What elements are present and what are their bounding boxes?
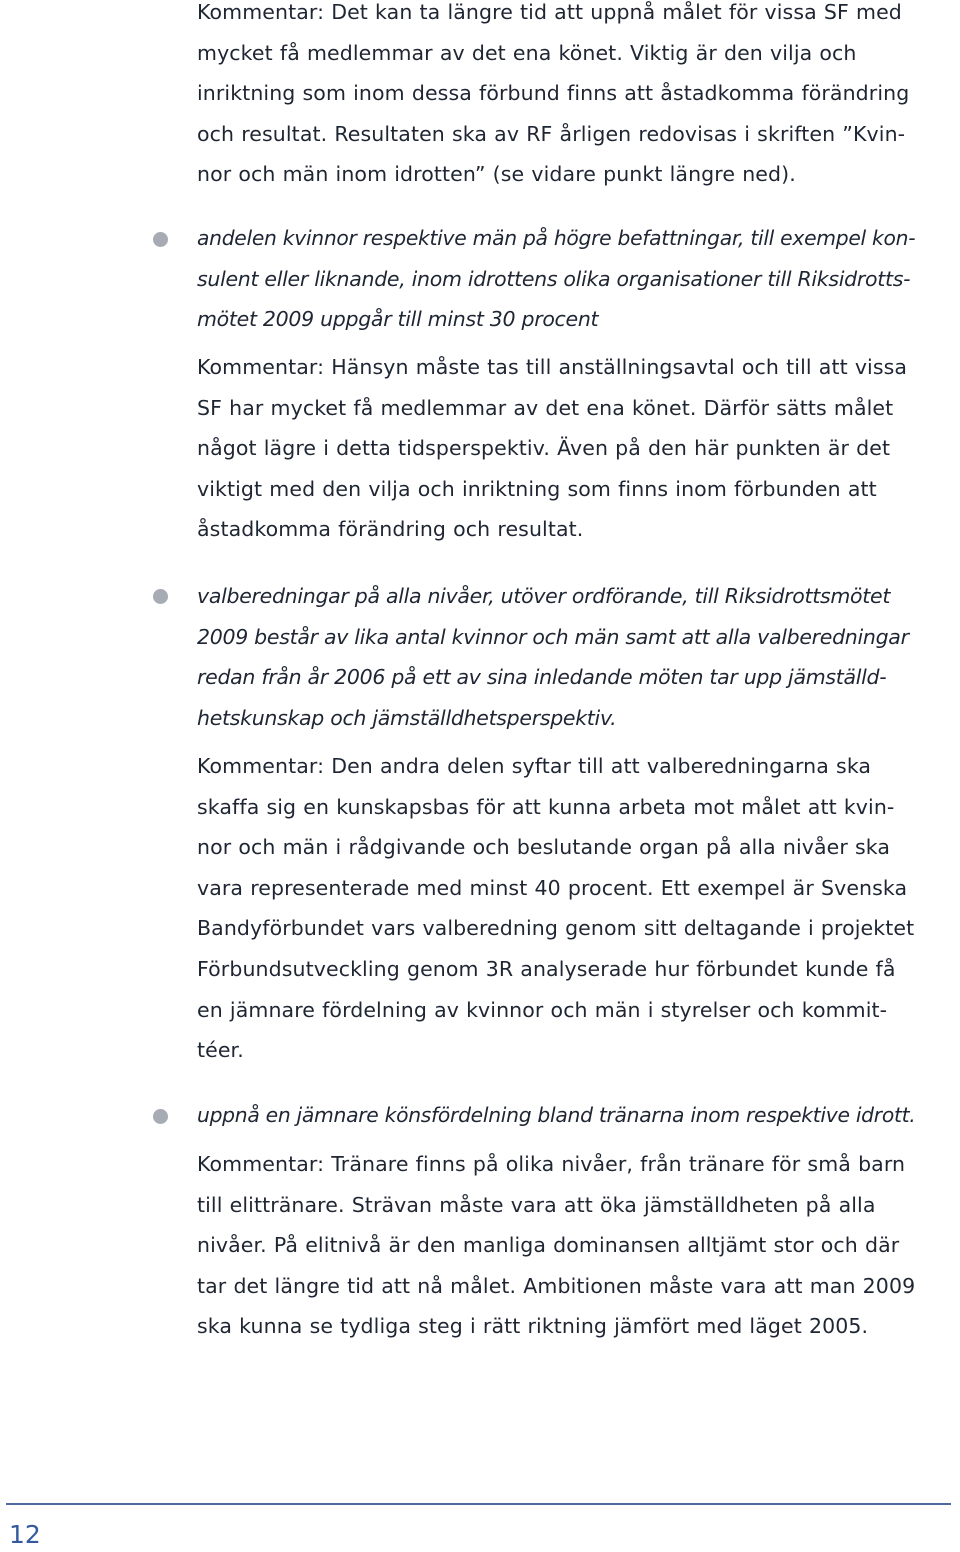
text-line: Kommentar: Hänsyn måste tas till anställningsavtal och till att vissa bbox=[197, 355, 908, 379]
footer-rule bbox=[6, 1503, 951, 1505]
text-line: Kommentar: Den andra delen syftar till att valberedningarna ska bbox=[197, 754, 872, 778]
text-line: en jämnare fördelning av kvinnor och män i styrelser och kommit- bbox=[197, 997, 888, 1022]
text-line: nor och män i rådgivande och beslutande organ på alla nivåer ska bbox=[197, 835, 891, 860]
text-line: uppnå en jämnare könsfördelning bland tränarna inom respektive idrott. bbox=[197, 1103, 916, 1127]
text-line: vara representerade med minst 40 procent. Ett exempel är Svenska bbox=[197, 875, 908, 900]
comment-paragraph-2 bbox=[197, 746, 915, 1071]
goal-paragraph-2 bbox=[197, 576, 915, 738]
text-line: Förbundsutveckling genom 3R analyserade hur förbundet kunde få bbox=[197, 956, 896, 981]
text-line: andelen kvinnor respektive män på högre befattningar, till exempel kon- bbox=[197, 226, 916, 250]
text-line: och resultat. Resultaten ska av RF årligen redovisas i skriften ”Kvin- bbox=[197, 121, 906, 146]
text-line: skaffa sig en kunskapsbas för att kunna arbeta mot målet att kvin- bbox=[197, 794, 895, 819]
text-line: sulent eller liknande, inom idrottens olika organisationer till Riksidrotts- bbox=[197, 266, 911, 291]
text-line: tar det längre tid att nå målet. Ambitionen måste vara att man 2009 bbox=[197, 1273, 916, 1298]
text-line: téer. bbox=[197, 1038, 244, 1063]
goal-paragraph-3 bbox=[197, 1095, 915, 1136]
text-line: nor och män inom idrotten” (se vidare punkt längre ned). bbox=[197, 162, 796, 187]
text-line: ska kunna se tydliga steg i rätt riktning jämfört med läget 2005. bbox=[197, 1314, 869, 1339]
text-line: till elittränare. Strävan måste vara att öka jämställdheten på alla bbox=[197, 1192, 876, 1217]
bullet-icon bbox=[153, 232, 168, 247]
text-line: åstadkomma förändring och resultat. bbox=[197, 517, 584, 542]
text-line: Bandyförbundet vars valberedning genom sitt deltagande i projektet bbox=[197, 916, 915, 941]
text-line: hetskunskap och jämställdhetsperspektiv. bbox=[197, 705, 617, 730]
text-line: valberedningar på alla nivåer, utöver ordförande, till Riksidrottsmötet bbox=[197, 584, 891, 608]
text-line: viktigt med den vilja och inriktning som finns inom förbunden att bbox=[197, 476, 877, 501]
text-line: mötet 2009 uppgår till minst 30 procent bbox=[197, 307, 599, 332]
text-line: SF har mycket få medlemmar av det ena könet. Därför sätts målet bbox=[197, 395, 894, 420]
intro-comment-paragraph bbox=[197, 0, 915, 195]
comment-paragraph-1 bbox=[197, 347, 915, 550]
text-line: mycket få medlemmar av det ena könet. Viktig är den vilja och bbox=[197, 40, 857, 65]
bullet-icon bbox=[153, 589, 168, 604]
text-line: inriktning som inom dessa förbund finns att åstadkomma förändring bbox=[197, 81, 910, 106]
text-line: redan från år 2006 på ett av sina inledande möten tar upp jämställd- bbox=[197, 665, 887, 690]
text-line: 2009 består av lika antal kvinnor och män samt att alla valberedningar bbox=[197, 624, 909, 649]
text-line: Kommentar: Tränare finns på olika nivåer, från tränare för små barn bbox=[197, 1152, 906, 1176]
comment-paragraph-3 bbox=[197, 1144, 915, 1347]
text-line: nivåer. På elitnivå är den manliga dominansen alltjämt stor och där bbox=[197, 1233, 900, 1258]
page-number: 12 bbox=[9, 1520, 41, 1549]
text-line: något lägre i detta tidsperspektiv. Även på den här punkten är det bbox=[197, 436, 891, 461]
goal-paragraph-1 bbox=[197, 218, 915, 340]
text-line: Kommentar: Det kan ta längre tid att uppnå målet för vissa SF med bbox=[197, 0, 902, 24]
bullet-icon bbox=[153, 1109, 168, 1124]
